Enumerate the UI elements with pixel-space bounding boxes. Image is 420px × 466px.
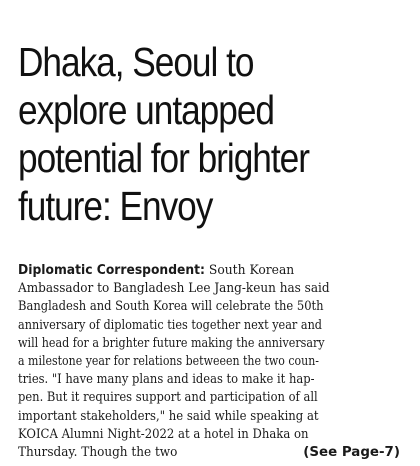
body-line: tries. "I have many plans and ideas to make it hap-	[18, 372, 315, 388]
body-text: South Korean	[204, 263, 295, 278]
article-headline	[18, 38, 400, 230]
body-line: important stakeholders," he said while speaking at	[18, 408, 319, 424]
headline-line: potential for brighter	[18, 135, 309, 181]
body-line: KOICA Alumni Night-2022 at a hotel in Dhaka on	[18, 426, 309, 442]
headline-line: Dhaka, Seoul to	[18, 39, 254, 85]
body-line: will head for a brighter future making the anniversary	[18, 335, 325, 351]
headline-line: explore untapped	[18, 87, 274, 133]
body-line: pen. But it requires support and participation of all	[18, 390, 318, 406]
body-line: anniversary of diplomatic ties together next year and	[18, 317, 323, 333]
body-line: Ambassador to Bangladesh Lee Jang-keun has said	[18, 281, 330, 297]
body-line: Bangladesh and South Korea will celebrate the 50th	[18, 299, 324, 315]
headline-line: future: Envoy	[18, 183, 213, 229]
byline: Diplomatic Correspondent:	[18, 263, 205, 278]
body-line	[18, 262, 369, 280]
article-body	[18, 262, 400, 462]
news-article	[18, 38, 400, 461]
see-page-link[interactable]: (See Page-7)	[303, 445, 400, 461]
body-line	[18, 444, 400, 462]
body-line: a milestone year for relations betweeen the two coun-	[18, 354, 320, 370]
body-text: Thursday. Though the two	[18, 445, 178, 461]
